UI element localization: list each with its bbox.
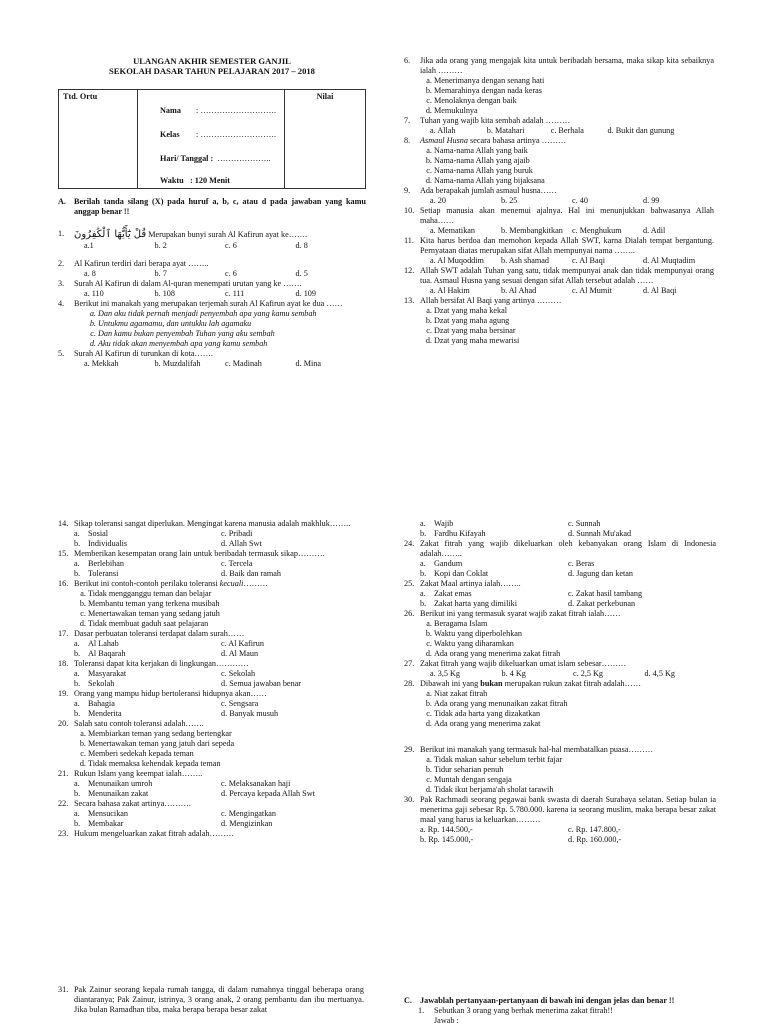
option-d[interactable]: d. Percaya kepada Allah Swt <box>221 789 315 798</box>
option-a[interactable]: Masyarakat <box>88 669 127 678</box>
option-a[interactable]: Berlebihan <box>88 559 124 568</box>
hari-label: Hari/ Tanggal : <box>160 153 214 163</box>
option-a[interactable]: a. Membiarkan teman yang sedang bertengkar <box>88 729 368 739</box>
option-c[interactable]: c. Sengsara <box>221 699 259 708</box>
kelas-row <box>160 130 280 140</box>
option-a[interactable]: a. Dzat yang maha kekal <box>434 306 714 316</box>
option-a[interactable]: a. Mematikan <box>430 226 476 235</box>
question-10: 10. Setiap manusia akan menemui ajalnya. Hal ini menunjukkan bahwasanya Allah maha…… a. Mematikan b. Membangkitkan c. Menghukum d. Adil <box>404 206 714 235</box>
option-c[interactable]: c. 111 <box>225 289 245 299</box>
option-d[interactable]: d. Allah Swt <box>221 539 262 548</box>
option-a[interactable]: a. Rp. 144.500,- <box>420 825 473 834</box>
option-d[interactable]: d. Tidak membuat gaduh saat pelajaran <box>88 619 368 629</box>
option-d[interactable]: d. Zakat perkebunan <box>568 599 636 608</box>
option-b[interactable]: Individualis <box>88 539 128 548</box>
top-right-column <box>404 56 714 346</box>
option-d[interactable]: d. 8 <box>295 241 308 251</box>
question-6: 6. Jika ada orang yang mengajak kita untuk beribadah bersama, maka sikap kita sebaiknya ialah ……… a. Menerimanya dengan senang hati b. Memarahinya dengan nada keras c. Menolaknya dengan baik d. Memukulnya <box>404 56 714 116</box>
question-27: 27. Zakat fitrah yang wajib dikeluarkan umat islam sebesar……… a. 3,5 Kg b. 4 Kg c. 2,5 Kg d. 4,5 Kg <box>404 659 716 679</box>
option-c[interactable]: c. Al Mumit <box>572 286 612 295</box>
bottom-left-column <box>58 985 364 1015</box>
waktu-row <box>160 176 280 186</box>
q27-options <box>404 669 716 679</box>
question-18: 18. Toleransi dapat kita kerjakan di lingkungan………… a. Masyarakat c. Sekolah b. Sekolah d. Semua jawaban benar <box>58 659 368 689</box>
waktu-value: : 120 Menit <box>190 175 231 185</box>
question-1: 1. قُلْ يَٰٓأَيُّهَا ٱلْكَٰفِرُونَ Merupakan bunyi surah Al Kafirun ayat ke……. a.1 b. 2 c. 6 d. 8 <box>58 229 366 251</box>
option-d[interactable]: d. Al Baqi <box>643 286 677 295</box>
option-b[interactable]: b. 108 <box>154 289 175 299</box>
q3-options <box>58 289 366 299</box>
nama-label: Nama <box>160 105 181 115</box>
option-d[interactable]: d. Ada orang yang menerima zakat fitrah <box>434 649 716 659</box>
option-b[interactable]: b. 4 Kg <box>501 669 526 678</box>
option-b[interactable]: Kopi dan Coklat <box>434 569 489 578</box>
option-c[interactable]: c. Beras <box>568 559 595 568</box>
exam-title: ULANGAN AKHIR SEMESTER GANJIL <box>133 56 291 66</box>
question-7: 7. Tuhan yang wajib kita sembah adalah ……… a. Allah b. Matahari c. Berhala d. Bukit dan gunung <box>404 116 714 136</box>
option-d[interactable]: d. 109 <box>295 289 316 299</box>
question-4: 4. Berikut ini manakah yang merupakan terjemah surah Al Kafirun ayat ke dua …… a. Dan aku tidak pernah menjadi penyembah apa yang kamu sembah b. Untukmu agamamu, dan untukku lah agamaku c. Dan kamu bukan penyembah Tuhan yang aku sembah d. Aku tidak akan menyembah apa yang kamu sembah <box>58 299 366 349</box>
option-d[interactable]: d. Baik dan ramah <box>221 569 282 578</box>
question-26: 26. Berikut ini yang termasuk syarat wajib zakat fitrah ialah…… a. Beragama Islam b. Waktu yang diperbolehkan c. Waktu yang diharamkan d. Ada orang yang menerima zakat fitrah <box>404 609 716 659</box>
option-a[interactable]: Bahagia <box>88 699 115 708</box>
question-11: 11. Kita harus berdoa dan memohon kepada Allah SWT, karna Dialah tempat bergantung. Pernyataan diatas merupakan sifat Allah mempunyai nama …….. a. Al Muqoddim b. Ash shamad c. Al Baqi d. Al Muqtadim <box>404 236 714 265</box>
option-b[interactable]: b. 25 <box>501 196 518 205</box>
question-13: 13. Allah bersifat Al Baqi yang artinya ……… a. Dzat yang maha kekal b. Dzat yang maha agung c. Dzat yang maha bersinar d. Dzat yang maha mewarisi <box>404 296 714 346</box>
question-14: 14. Sikap toleransi sangat diperlukan. Mengingat karena manusia adalah makhluk…….. a. Sosial c. Pribadi b. Individualis d. Allah Swt <box>58 519 368 549</box>
option-c[interactable]: c. Sekolah <box>221 669 256 678</box>
option-d[interactable]: d. Ada orang yang menerima zakat <box>434 719 716 729</box>
option-b[interactable]: b. Rp. 145.000,- <box>420 835 474 844</box>
waktu-label: Waktu <box>160 175 184 185</box>
middle-left-column <box>58 519 368 839</box>
kelas-field[interactable]: : ………………………. <box>196 129 277 139</box>
q10-options <box>404 226 714 236</box>
question-9: 9. Ada berapakah jumlah asmaul husna…… a. 20 b. 25 c. 40 d. 99 <box>404 186 714 206</box>
option-d[interactable]: d. Rp. 160.000,- <box>568 835 622 844</box>
option-b[interactable]: b. Matahari <box>486 126 525 135</box>
q26-options <box>404 619 716 659</box>
option-b[interactable]: b. 7 <box>154 269 167 279</box>
option-b[interactable]: b. Membangkitkan <box>501 226 563 235</box>
kelas-label: Kelas <box>160 129 180 139</box>
option-b[interactable]: b. Al Ahad <box>501 286 537 295</box>
option-d[interactable]: d. Semua jawaban benar <box>221 679 302 688</box>
option-c[interactable]: c. Tidak ada harta yang dizakatkan <box>434 709 716 719</box>
option-b[interactable]: Menunaikan zakat <box>88 789 149 798</box>
option-c[interactable]: c. 6 <box>225 269 237 279</box>
question-5: 5. Surah Al Kafirun di turunkan di kota……. a. Mekkah b. Muzdalifah c. Madinah d. Mina <box>58 349 366 369</box>
option-c[interactable]: c. Dan kamu bukan penyembah Tuhan yang aku sembah <box>98 329 366 339</box>
middle-right-column <box>404 519 716 845</box>
q20-options <box>58 729 368 769</box>
option-a[interactable]: a. Al Hakim <box>430 286 470 295</box>
option-c[interactable]: c. Berhala <box>550 126 584 135</box>
option-a[interactable]: Menunaikan umroh <box>88 779 153 788</box>
option-a[interactable]: a. 20 <box>430 196 446 205</box>
option-a[interactable]: Sosial <box>88 529 109 538</box>
option-a[interactable]: a. 8 <box>84 269 96 279</box>
option-c[interactable]: c. Nama-nama Allah yang buruk <box>434 166 714 176</box>
q16-options <box>58 589 368 629</box>
question-28: 28. Dibawah ini yang bukan merupakan rukun zakat fitrah adalah…… a. Niat zakat fitrah b. Ada orang yang menunaikan zakat fitrah c. Tidak ada harta yang dizakatkan d. Ada orang yang menerima zakat <box>404 679 716 729</box>
option-b[interactable]: Membakar <box>88 819 124 828</box>
option-c[interactable]: c. 40 <box>572 196 588 205</box>
question-16: 16. Berikut ini contoh-contoh perilaku toleransi kecuali……… a. Tidak mengganggu teman dan belajar b. Membantu teman yang terkena musibah c. Menertawakan teman yang sedang jatuh d. Tidak membuat gaduh saat pelajaran <box>58 579 368 629</box>
option-c[interactable]: c. 2,5 Kg <box>573 669 604 678</box>
option-b[interactable]: b. 2 <box>154 241 167 251</box>
option-a[interactable]: a. Tidak makan sahur sebelum terbit fajar <box>434 755 716 765</box>
option-d[interactable]: d. Aku tidak akan menyembah apa yang kamu sembah <box>98 339 366 349</box>
option-b[interactable]: b. Menertawakan teman yang jatuh dari sepeda <box>88 739 368 749</box>
q2-options <box>58 269 366 279</box>
option-d[interactable]: d. Sunnah Mu'akad <box>568 529 632 538</box>
option-c[interactable]: c. Madinah <box>225 359 262 369</box>
option-a[interactable]: a. Allah <box>430 126 456 135</box>
option-a[interactable]: a.1 <box>84 241 94 251</box>
option-c[interactable]: c. Tercela <box>221 559 253 568</box>
option-d[interactable]: d. 4,5 Kg <box>644 669 675 678</box>
q4-options <box>58 309 366 349</box>
option-b[interactable]: b. Ash shamad <box>501 256 549 265</box>
question-22: 22. Secara bahasa zakat artinya………. a. Mensucikan c. Mengingatkan b. Membakar d. Mengizinkan <box>58 799 368 829</box>
question-8: 8. Asmaul Husna secara bahasa artinya ……… a. Nama-nama Allah yang baik b. Nama-nama Allah yang ajaib c. Nama-nama Allah yang buruk d. Nama-nama Allah yang bijaksana <box>404 136 714 186</box>
question-2: 2. Al Kafirun terdiri dari berapa ayat …….. a. 8 b. 7 c. 6 d. 5 <box>58 259 366 279</box>
question-12: 12. Allah SWT adalah Tuhan yang satu, tidak mempunyai anak dan tidak mempunyai orang tua. Asmaul Husna yang sesuai dengan sifat Allah tersebut adalah …… a. Al Hakim b. Al Ahad c. Al Mumit d. Al Baqi <box>404 266 714 295</box>
option-a[interactable]: a. Nama-nama Allah yang baik <box>434 146 714 156</box>
option-c[interactable]: c. 6 <box>225 241 237 251</box>
q6-options <box>404 76 714 116</box>
question-24: 24. Zakat fitrah yang wajib dikeluarkan oleh kebanyakan orang Islam di Indonesia adalah…….. a. Gandum c. Beras b. Kopi dan Coklat d. Jagung dan ketan <box>404 539 716 578</box>
question-23: 23. Hukum mengeluarkan zakat fitrah adalah……… <box>58 829 235 838</box>
arabic-verse: قُلْ يَٰٓأَيُّهَا ٱلْكَٰفِرُونَ <box>74 228 147 240</box>
option-c[interactable]: c. Al Kafirun <box>221 639 264 648</box>
option-d[interactable]: d. 5 <box>295 269 308 279</box>
q12-options <box>404 286 714 296</box>
option-c[interactable]: c. Sunnah <box>568 519 601 528</box>
option-c[interactable]: c. Al Baqi <box>572 256 605 265</box>
option-d[interactable]: d. Banyak musuh <box>221 709 279 718</box>
option-b[interactable]: Sekolah <box>88 679 115 688</box>
question-17: 17. Dasar perbuatan toleransi terdapat dalam surah…… a. Al Lahab c. Al Kafirun b. Al Baqarah d. Al Maun <box>58 629 368 659</box>
option-c[interactable]: c. Mengingatkan <box>221 809 277 818</box>
answer-label[interactable]: Jawab : <box>434 1016 459 1025</box>
option-a[interactable]: a. Tidak mengganggu teman dan belajar <box>88 589 368 599</box>
question-25: 25. Zakat Maal artinya ialah…….. a. Zakat emas c. Zakat hasil tambang b. Zakat harta yang dimiliki d. Zakat perkebunan <box>404 579 716 609</box>
option-a[interactable]: a. Dan aku tidak pernah menjadi penyembah apa yang kamu sembah <box>98 309 366 319</box>
option-d[interactable]: d. Mengizinkan <box>221 819 273 828</box>
option-d[interactable]: d. Nama-nama Allah yang bijaksana <box>434 176 714 186</box>
section-a-instruction: A. Berilah tanda silang (X) pada huruf a, b, c, atau d pada jawaban yang kamu anggap benar !! <box>58 196 366 216</box>
question-20: 20. Salah satu contoh toleransi adalah……. a. Membiarkan teman yang sedang bertengkar b. Menertawakan teman yang jatuh dari sepeda c. Memberi sedekah kepada teman d. Tidak memaksa kehendak kepada teman <box>58 719 368 769</box>
option-b[interactable]: b. Untukmu agamamu, dan untukku lah agamaku <box>98 319 366 329</box>
option-d[interactable]: d. Tidak ikut berjama'ah sholat tarawih <box>434 785 716 795</box>
question-19: 19. Orang yang mampu hidup bertoleransi hidupnya akan…… a. Bahagia c. Sengsara b. Menderita d. Banyak musuh <box>58 689 368 719</box>
option-c[interactable]: c. Waktu yang diharamkan <box>434 639 716 649</box>
option-b[interactable]: b. Memarahinya dengan nada keras <box>434 86 714 96</box>
option-c[interactable]: c. Memberi sedekah kepada teman <box>88 749 368 759</box>
q7-options <box>404 126 714 136</box>
option-b[interactable]: Zakat harta yang dimiliki <box>434 599 517 608</box>
option-a[interactable]: Al Lahab <box>88 639 119 648</box>
option-b[interactable]: b. Waktu yang diperbolehkan <box>434 629 716 639</box>
option-b[interactable]: b. Nama-nama Allah yang ajaib <box>434 156 714 166</box>
q11-options <box>404 256 714 266</box>
question-29: 29. Berikut ini manakah yang termasuk hal-hal membatalkan puasa……… a. Tidak makan sahur sebelum terbit fajar b. Tidur seharian penuh c. Muntah dengan sengaja d. Tidak ikut berjama'ah sholat tarawih <box>404 745 716 795</box>
identity-table <box>58 89 366 189</box>
hari-field[interactable]: ……………….. <box>217 153 271 163</box>
q1-options <box>58 241 366 251</box>
option-d[interactable]: d. Al Maun <box>221 649 259 658</box>
top-left-column <box>58 56 366 369</box>
option-b[interactable]: Fardhu Kifayah <box>434 529 486 538</box>
option-d[interactable]: d. Tidak memaksa kehendak kepada teman <box>88 759 368 769</box>
option-b[interactable]: b. Muzdalifah <box>154 359 201 369</box>
q29-options <box>404 755 716 795</box>
option-d[interactable]: d. Dzat yang maha mewarisi <box>434 336 714 346</box>
q5-options <box>58 359 366 369</box>
option-d[interactable]: d. Jagung dan ketan <box>568 569 634 578</box>
option-c[interactable]: c. Pribadi <box>221 529 253 538</box>
question-31: 31. Pak Zainur seorang kepala rumah tangga, di dalam rumahnya tinggal beberapa orang diantaranya; Pak Zainur, istrinya, 3 orang anak, 2 orang pembantu dan ibu mertuanya. Jika bulan Ramadhan tiba, maka berapa berapa besar zakat <box>58 985 364 1014</box>
option-b[interactable]: b. Dzat yang maha agung <box>434 316 714 326</box>
option-d[interactable]: d. Mina <box>295 359 321 369</box>
school-title: SEKOLAH DASAR TAHUN PELAJARAN 2017 – 2018 <box>109 66 315 77</box>
q9-options <box>404 196 714 206</box>
option-a[interactable]: a. 110 <box>84 289 104 299</box>
option-c[interactable]: c. Melaksanakan haji <box>221 779 291 788</box>
option-d[interactable]: d. Memukulnya <box>434 106 714 116</box>
option-a[interactable]: a. Al Muqoddim <box>430 256 484 265</box>
ttd-ortu-label: Ttd. Ortu <box>63 91 98 101</box>
question-30: 30. Pak Rachmadi seorang pegawai bank swasta di daerah Surabaya selatan. Setiap bulan ia menerima gaji sebesar Rp. 5.780.000. karena ia seorang muslim, maka berapa besar zakat maal yang harus ia keluarkan……… a. Rp. 144.500,- c. Rp. 147.800,- b. Rp. 145.000,- d. Rp. 160.000,- <box>404 795 716 844</box>
option-d[interactable]: d. 99 <box>643 196 660 205</box>
option-a[interactable]: Zakat emas <box>434 589 472 598</box>
option-c[interactable]: c. Menertawakan teman yang sedang jatuh <box>88 609 368 619</box>
option-c[interactable]: c. Dzat yang maha bersinar <box>434 326 714 336</box>
question-3: 3. Surah Al Kafirun di dalam Al-quran menempati urutan yang ke ……. a. 110 b. 108 c. 111 d. 109 <box>58 279 366 299</box>
nama-row <box>160 106 280 116</box>
option-a[interactable]: a. Niat zakat fitrah <box>434 689 716 699</box>
option-a[interactable]: a. Beragama Islam <box>434 619 716 629</box>
option-b[interactable]: b. Membantu teman yang terkena musibah <box>88 599 368 609</box>
question-15: 15. Memberikan kesempatan orang lain untuk beribadah termasuk sikap………. a. Berlebihan c. Tercela b. Toleransi d. Baik dan ramah <box>58 549 368 579</box>
option-d[interactable]: d. Adil <box>643 226 666 235</box>
option-a[interactable]: Mensucikan <box>88 809 129 818</box>
bottom-right-column <box>404 996 714 1026</box>
option-a[interactable]: Wajib <box>434 519 454 528</box>
question-21: 21. Rukun Islam yang keempat ialah…….. a. Menunaikan umroh c. Melaksanakan haji b. Menunaikan zakat d. Percaya kepada Allah Swt <box>58 769 368 799</box>
q8-options <box>404 146 714 186</box>
option-b[interactable]: b. Tidur seharian penuh <box>434 765 716 775</box>
option-c[interactable]: c. Menolaknya dengan baik <box>434 96 714 106</box>
question-23-options: a. Wajib c. Sunnah b. Fardhu Kifayah d. Sunnah Mu'akad <box>404 519 716 539</box>
option-c[interactable]: c. Menghukum <box>572 226 622 235</box>
q13-options <box>404 306 714 346</box>
option-c[interactable]: c. Muntah dengan sengaja <box>434 775 716 785</box>
hari-row <box>160 154 280 164</box>
option-c[interactable]: c. Zakat hasil tambang <box>568 589 643 598</box>
q28-options <box>404 689 716 729</box>
option-a[interactable]: a. 3,5 Kg <box>430 669 461 678</box>
option-d[interactable]: d. Al Muqtadim <box>643 256 696 265</box>
section-c-instruction: C. Jawablah pertanyaan-pertanyaan di bawah ini dengan jelas dan benar !! <box>404 996 675 1005</box>
option-a[interactable]: a. Mekkah <box>84 359 119 369</box>
option-c[interactable]: c. Rp. 147.800,- <box>568 825 621 834</box>
nilai-label: Nilai <box>316 91 334 101</box>
option-b[interactable]: Toleransi <box>88 569 119 578</box>
option-d[interactable]: d. Bukit dan gunung <box>607 126 675 135</box>
option-b[interactable]: b. Ada orang yang menunaikan zakat fitrah <box>434 699 716 709</box>
option-a[interactable]: a. Menerimanya dengan senang hati <box>434 76 714 86</box>
essay-question-1: 1. Sebutkan 3 orang yang berhak menerima zakat fitrah!! <box>418 1006 613 1015</box>
option-b[interactable]: Menderita <box>88 709 122 718</box>
option-a[interactable]: Gandum <box>434 559 463 568</box>
option-b[interactable]: Al Baqarah <box>88 649 126 658</box>
nama-field[interactable]: : ………………………. <box>196 105 277 115</box>
